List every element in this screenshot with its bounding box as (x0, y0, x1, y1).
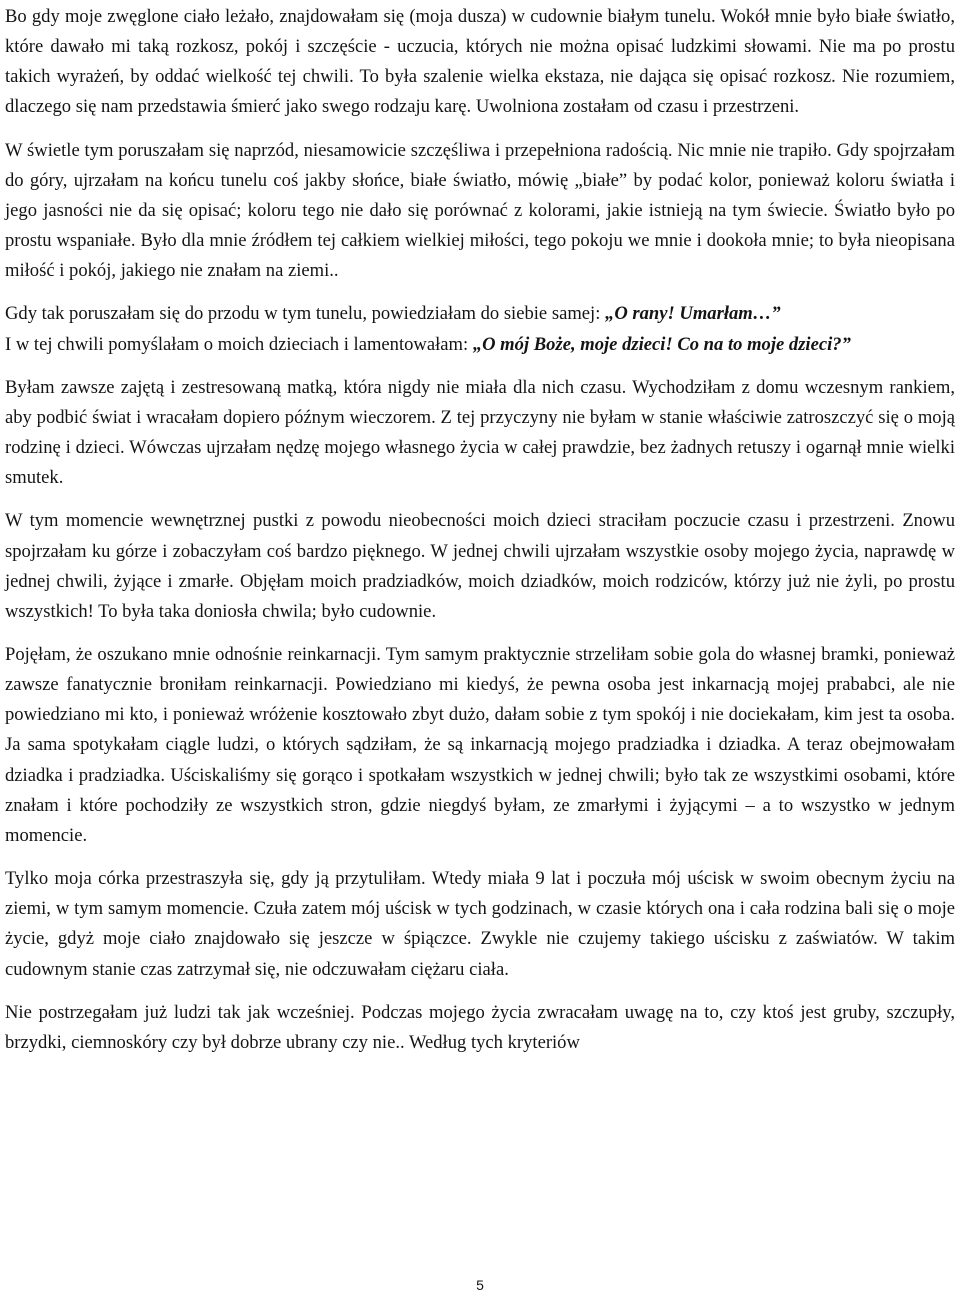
paragraph-3-line-1-exclamation: „O rany! Umarłam…” (605, 303, 781, 325)
body-text (5, 2, 955, 1058)
paragraph-3-line-1-text: Gdy tak poruszałam się do przodu w tym tunelu, powiedziałam do siebie samej: (5, 303, 606, 325)
paragraph-7: Tylko moja córka przestraszyła się, gdy ją przytuliłam. Wtedy miała 9 lat i poczuła mój uścisk w swoim obecnym życiu na ziemi, w tym samym momencie. Czuła zatem mój uścisk w tych godzinach, w czasie których ona i cała rodzina bali się o moje życie, gdyż moje ciało znajdowało się jeszcze w śpiączce. Zwykle nie czujemy takiego uścisku z zaświatów. W takim cudownym stanie czas zatrzymał się, nie odczuwałam ciężaru ciała. (5, 868, 955, 980)
paragraph-6: Pojęłam, że oszukano mnie odnośnie reinkarnacji. Tym samym praktycznie strzeliłam sobie gola do własnej bramki, ponieważ zawsze fanatycznie broniłam reinkarnacji. Powiedziano mi kiedyś, że pewna osoba jest inkarnacją mojej prababci, ale nie powiedziano mi kto, i ponieważ wróżenie kosztowało zbyt dużo, dałam sobie z tym spokój i nie dociekałam, kim jest ta osoba. Ja sama spotykałam ciągle ludzi, o których sądziłam, że są inkarnacją mojego pradziadka i dziadka. A teraz obejmowałam dziadka i pradziadka. Uściskaliśmy się gorąco i spotkałam wszystkich w jednej chwili; było tak ze wszystkimi osobami, które znałam i które pochodziły ze wszystkich stron, gdzie niegdyś byłam, ze zmarłymi i żyjącymi – a to wszystko w jednym momencie. (5, 643, 955, 846)
paragraph-3-line-2-exclamation: „O mój Boże, moje dzieci! Co na to moje dzieci?” (472, 333, 851, 355)
paragraph-1: Bo gdy moje zwęglone ciało leżało, znajdowałam się (moja dusza) w cudownie białym tunelu. Wokół mnie było białe światło, które dawało mi taką rozkosz, pokój i szczęście - uczucia, których nie można opisać ludzkimi słowami. Nie ma po prostu takich wyrażeń, by oddać wielkość tej chwili. To była szalenie wielka ekstaza, nie dająca się opisać rozkosz. Nie rozumiem, dlaczego się nam przedstawia śmierć jako swego rodzaju karę. Uwolniona zostałam od czasu i przestrzeni. (5, 6, 955, 118)
page-number: 5 (476, 1277, 484, 1293)
paragraph-4: Byłam zawsze zajętą i zestresowaną matką, która nigdy nie miała dla nich czasu. Wychodziłam z domu wczesnym rankiem, aby podbić świat i wracałam dopiero późnym wieczorem. Z tej przyczyny nie byłam w stanie właściwie zatroszczyć się o moją rodzinę i dzieci. Wówczas ujrzałam nędzę mojego własnego życia w całej prawdzie, bez żadnych retuszy i ogarnął mnie wielki smutek. (5, 376, 955, 489)
paragraph-5: W tym momencie wewnętrznej pustki z powodu nieobecności moich dzieci straciłam poczucie czasu i przestrzeni. Znowu spojrzałam ku górze i zobaczyłam coś bardzo pięknego. W jednej chwili ujrzałam wszystkie osoby mojego życia, naprawdę w jednej chwili, żyjące i zmarłe. Objęłam moich pradziadków, moich dziadków, moich rodziców, którzy już nie żyli, po prostu wszystkich! To była taka doniosła chwila; było cudownie. (5, 510, 955, 622)
paragraph-2: W świetle tym poruszałam się naprzód, niesamowicie szczęśliwa i przepełniona radością. Nic mnie nie trapiło. Gdy spojrzałam do góry, ujrzałam na końcu tunelu coś jakby słońce, białe światło, mówię „białe” by podać kolor, ponieważ koloru światła i jego jasności nie da się opisać; koloru tego nie dało się porównać z kolorami, jakie istnieją na tym świecie. Światło było po prostu wspaniałe. Było dla mnie źródłem tej całkiem wielkiej miłości, tego pokoju we mnie i dookoła mnie; to była nieopisana miłość i pokój, jakiego nie znałam na ziemi.. (5, 139, 955, 282)
paragraph-3-line-2-text: I w tej chwili pomyślałam o moich dzieciach i lamentowałam: (5, 333, 473, 355)
paragraph-8: Nie postrzegałam już ludzi tak jak wcześniej. Podczas mojego życia zwracałam uwagę na to, czy ktoś jest gruby, szczupły, brzydki, ciemnoskóry czy był dobrze ubrany czy nie.. Według tych kryteriów (5, 1001, 955, 1053)
paragraph-3 (5, 299, 955, 359)
